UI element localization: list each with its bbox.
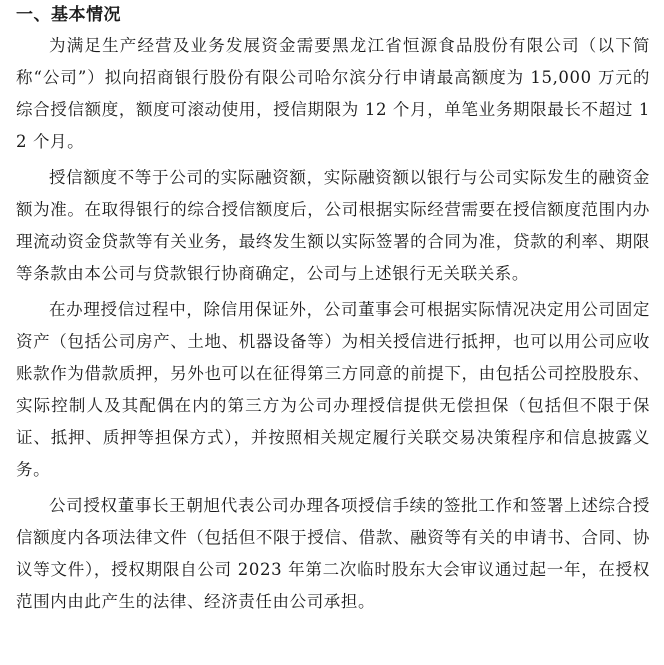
paragraph-credit-line: 为满足生产经营及业务发展资金需要黑龙江省恒源食品股份有限公司（以下简称“公司”）拟向招商银行股份有限公司哈尔滨分行申请最高额度为 15,000 万元的综合授信额度，额度可滚动使用，授信期限为 12 个月，单笔业务期限最长不超过 12 个月。 [16, 36, 650, 151]
section-heading: 一、基本情况 [16, 5, 121, 25]
paragraph-collateral-guarantee: 在办理授信过程中，除信用保证外，公司董事会可根据实际情况决定用公司固定资产（包括公司房产、土地、机器设备等）为相关授信进行抵押，也可以用公司应收账款作为借款质押，另外也可以在征得第三方同意的前提下，由包括公司控股股东、实际控制人及其配偶在内的第三方为公司办理授信提供无偿担保（包括但不限于保证、抵押、质押等担保方式），并按照相关规定履行关联交易决策程序和信息披露义务。 [16, 300, 650, 479]
paragraph-authorization: 公司授权董事长王朝旭代表公司办理各项授信手续的签批工作和签署上述综合授信额度内各项法律文件（包括但不限于授信、借款、融资等有关的申请书、合同、协议等文件），授权期限自公司 2023 年第二次临时股东大会审议通过起一年，在授权范围内由此产生的法律、经济责任由公司承担。 [16, 496, 650, 611]
paragraph-financing-amount: 授信额度不等于公司的实际融资额，实际融资额以银行与公司实际发生的融资金额为准。在取得银行的综合授信额度后，公司根据实际经营需要在授信额度范围内办理流动资金贷款等有关业务，最终发生额以实际签署的合同为准，贷款的利率、期限等条款由本公司与贷款银行协商确定，公司与上述银行无关联关系。 [16, 168, 650, 283]
